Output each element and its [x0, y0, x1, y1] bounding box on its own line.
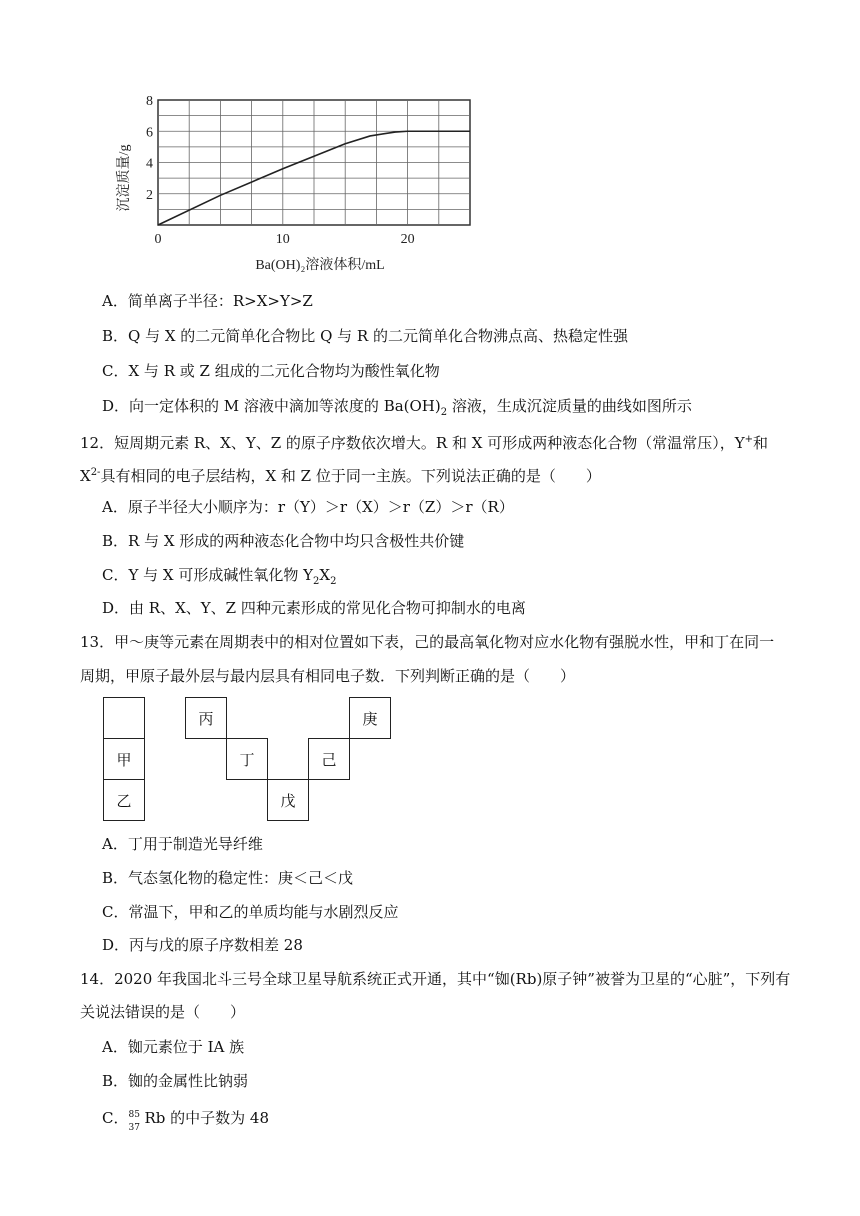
- q13-stem-line2: 周期，甲原子最外层与最内层具有相同电子数．下列判断正确的是（ ）: [80, 667, 576, 685]
- q12-option-d: D．由 R、X、Y、Z 四种元素形成的常见化合物可抑制水的电离: [102, 599, 526, 617]
- x-tick-label: 20: [400, 232, 415, 247]
- q13-option-b: B．气态氢化物的稳定性：庚＜己＜戊: [102, 869, 354, 887]
- y-tick-label: 2: [146, 187, 153, 203]
- q12-stem2-sup: 2-: [90, 467, 101, 478]
- q14-stem-line2: 关说法错误的是（ ）: [80, 1003, 246, 1021]
- cell-geng: 庚: [349, 697, 391, 739]
- q11-option-d-sub: 2: [440, 407, 448, 418]
- q12-option-a: A．原子半径大小顺序为：r（Y）＞r（X）＞r（Z）＞r（R）: [102, 498, 514, 516]
- q13-option-d: D．丙与戊的原子序数相差 28: [102, 936, 303, 954]
- q12-stem2-pre: X: [80, 467, 91, 485]
- q12-option-c: [102, 565, 336, 592]
- q12-stem-pre: 12．短周期元素 R、X、Y、Z 的原子序数依次增大。R 和 X 可形成两种液态化合物（常温常压），Y: [80, 434, 745, 452]
- q14-option-c-post: Rb 的中子数为 48: [144, 1109, 270, 1127]
- q12-stem-line1: [80, 430, 768, 453]
- cell-ding: 丁: [226, 738, 268, 780]
- q14-option-c: [102, 1108, 270, 1133]
- q12-option-c-sub2: 2: [330, 576, 337, 587]
- y-tick-label: 4: [146, 156, 153, 172]
- precipitate-chart: [108, 88, 488, 278]
- q12-stem-sup: +: [744, 434, 753, 445]
- q12-option-c-pre: C．Y 与 X 可形成碱性氧化物 Y: [102, 566, 314, 584]
- chart-ylabel: 沉淀质量/g: [117, 144, 132, 212]
- q11-option-c: C．X 与 R 或 Z 组成的二元化合物均为酸性氧化物: [102, 362, 440, 380]
- q13-option-a: A．丁用于制造光导纤维: [102, 835, 263, 853]
- cell-bing: 丙: [185, 697, 227, 739]
- x-tick-label: 0: [154, 232, 162, 247]
- q12-stem-line2: [80, 463, 601, 486]
- q11-option-a: A．简单离子半径：R>X>Y>Z: [102, 292, 313, 310]
- mass-number: 85: [128, 1110, 140, 1120]
- x-tick-label: 10: [275, 232, 290, 247]
- q11-option-b: B．Q 与 X 的二元简单化合物比 Q 与 R 的二元简单化合物沸点高、热稳定性强: [102, 327, 628, 345]
- q13-stem-line1: 13．甲～庚等元素在周期表中的相对位置如下表，己的最高氧化物对应水化物有强脱水性，甲和丁在同一: [80, 633, 775, 651]
- q11-option-d: [102, 396, 692, 423]
- isotope-notation: [128, 1109, 144, 1133]
- cell-empty-top: [103, 697, 145, 739]
- chart-xlabel: Ba(OH)₂溶液体积/mL: [255, 258, 385, 273]
- y-tick-label: 8: [146, 94, 153, 109]
- q12-option-c-sub1: 2: [313, 576, 320, 587]
- q11-option-d-post: 溶液，生成沉淀质量的曲线如图所示: [447, 397, 692, 415]
- q14-option-c-pre: C．: [102, 1109, 129, 1127]
- q11-option-d-pre: D．向一定体积的 M 溶液中滴加等浓度的 Ba(OH): [102, 397, 441, 415]
- q13-option-c: C．常温下，甲和乙的单质均能与水剧烈反应: [102, 903, 399, 921]
- q12-stem2-post: 具有相同的电子层结构，X 和 Z 位于同一主族。下列说法正确的是（ ）: [100, 467, 601, 485]
- q12-option-c-mid: X: [319, 566, 331, 584]
- cell-yi: 乙: [103, 779, 145, 821]
- q14-option-a: A．铷元素位于 IA 族: [102, 1038, 245, 1056]
- q12-option-b: B．R 与 X 形成的两种液态化合物中均只含极性共价键: [102, 532, 465, 550]
- chart-grid: [158, 100, 470, 225]
- cell-wu: 戊: [267, 779, 309, 821]
- y-tick-label: 6: [146, 125, 153, 141]
- q14-option-b: B．铷的金属性比钠弱: [102, 1072, 249, 1090]
- atomic-number: 37: [128, 1123, 140, 1133]
- q12-stem-post: 和: [753, 434, 769, 452]
- cell-ji: 己: [308, 738, 350, 780]
- q14-stem-line1: 14．2020 年我国北斗三号全球卫星导航系统正式开通，其中“铷(Rb)原子钟”被誉为卫星的“心脏”，下列有: [80, 970, 791, 988]
- cell-jia: 甲: [103, 738, 145, 780]
